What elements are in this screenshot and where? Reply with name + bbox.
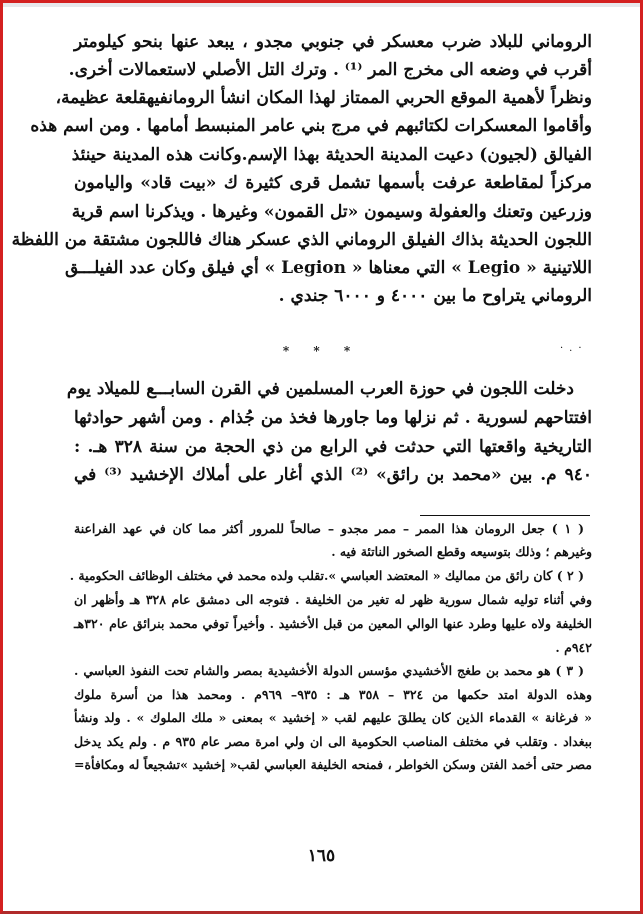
text-line: التاريخية واقعتها التي حدثت في الرابع من ذي الحجة من سنة ٣٢٨ هـ. : [74, 437, 592, 457]
footnote-line: ببغداد . وتقلب في مختلف المناصب الحكومية الى ان ولي امرة مصر عام ٩٣٥ م . ولم يكد يدخل [74, 734, 592, 749]
viewer-top-band [3, 3, 640, 7]
text-line: ونظراً لأهمية الموقع الحربي الممتاز لهذا المكان انشأ الرومانفيهقلعة عظيمة، [55, 88, 592, 108]
text-line: اللاتينية « Legio » التي معناها « Legion » أي فيلق وكان عدد الفيلـــق [64, 258, 592, 278]
text-line: دخلت اللجون في حوزة العرب المسلمين في القرن السابـــع للميلاد يوم [66, 379, 574, 399]
text-line: الروماني يتراوح ما بين ٤٠٠٠ و ٦٠٠٠ جندي . [278, 286, 592, 306]
footnote-line: ( ١ ) جعل الرومان هذا الممر – ممر مجدو – صالحاً للمرور أكثر مما كان في عهد الفراعنة [74, 521, 584, 536]
text-line: الروماني للبلاد ضرب معسكر في جنوبي مجدو ، يبعد عنها بنحو كيلومتر [74, 32, 592, 52]
footnote-line: وهذه الدولة امتد حكمها من ٣٢٤ – ٣٥٨ هـ : ٩٣٥– ٩٦٩م . ومحمد هذا من أسرة ملوك [74, 687, 592, 702]
footnote-line: ( ٢ ) كان رائق من مماليك « المعتضد العباسي ».تقلب ولده محمد في مختلف الوظائف الحكومية . [69, 568, 584, 583]
text-line: الفيالق (لجيون) دعيت المدينة الحديثة بهذا الإسم.وكانت هذه المدينة حينئذ [71, 145, 592, 165]
footnote-line: « فرغانة » القدماء الذين كان يطلقَ عليهم لقب « إخشيد » بمعنى « ملك الملوك » . ولد ونشأ [74, 710, 592, 725]
text-line: وأقاموا المعسكرات لكتائبهم في مرج بني عامر المنبسط أمامها . ومن اسم هذه [30, 116, 592, 136]
text-line: ٩٤٠ م. بين «محمد بن رائق» ⁽²⁾ الذي أغار على أملاك الإخشيد ⁽³⁾ في [74, 465, 593, 485]
footnote-line: وغيرهم ؛ وذلك بتوسيعه وقطع الصخور الناتئة فيه . [331, 544, 592, 559]
footnote-line: وفي أثناء توليه شمال سورية ظهر له تغير من الخليفة . فتوجه الى دمشق عام ٣٢٨ هـ وأظهر ان [74, 592, 592, 607]
text-line: وزرعين وتعنك والعفولة وسيمون «تل القمون» وغيرها . ويذكرنا اسم قرية [71, 202, 592, 222]
section-separator: * * * [282, 344, 361, 358]
footnote-line: الخليفة ولاه عليها وطرد عنها الوالي المعين من قبل الأخشيد . وأخيراً توفي محمد بنرائق عام ٣٢٠هـ [74, 616, 592, 631]
text-line: افتتاحهم لسورية . ثم نزلها وما جاورها فخذ من جُذام . ومن أشهر حوادثها [74, 408, 592, 428]
page-number: ١٦٥ [307, 846, 336, 866]
footnote-line: ( ٣ ) هو محمد بن طغج الأخشيدي مؤسس الدولة الأخشيدية بمصر والشام تحت النفوذ العباسي . [74, 663, 584, 678]
text-line: اللجون الحديثة بذاك الفيلق الروماني الذي عسكر هناك فاللجون مشتقة من اللفظة [11, 230, 592, 250]
footnote-line: مصر حتى أخمد الفتن وسكن الخواطر ، فمنحه الخليفة العباسي لقب« إخشيد »تشجيعاً له ومكافأة= [74, 757, 592, 772]
footnote-divider [420, 515, 590, 516]
footnote-line: ٩٤٢م . [555, 640, 592, 655]
text-line: مركزاً لمقاطعة عرفت بأسمها تشمل قرى كثيرة ك «بيت قاد» واليامون [74, 173, 592, 193]
text-line: أقرب في وضعه الى مخرج المر ⁽¹⁾ . وترك التل الأصلي لاستعمالات أخرى. [68, 60, 592, 80]
scan-specks: ·.· [560, 343, 588, 354]
